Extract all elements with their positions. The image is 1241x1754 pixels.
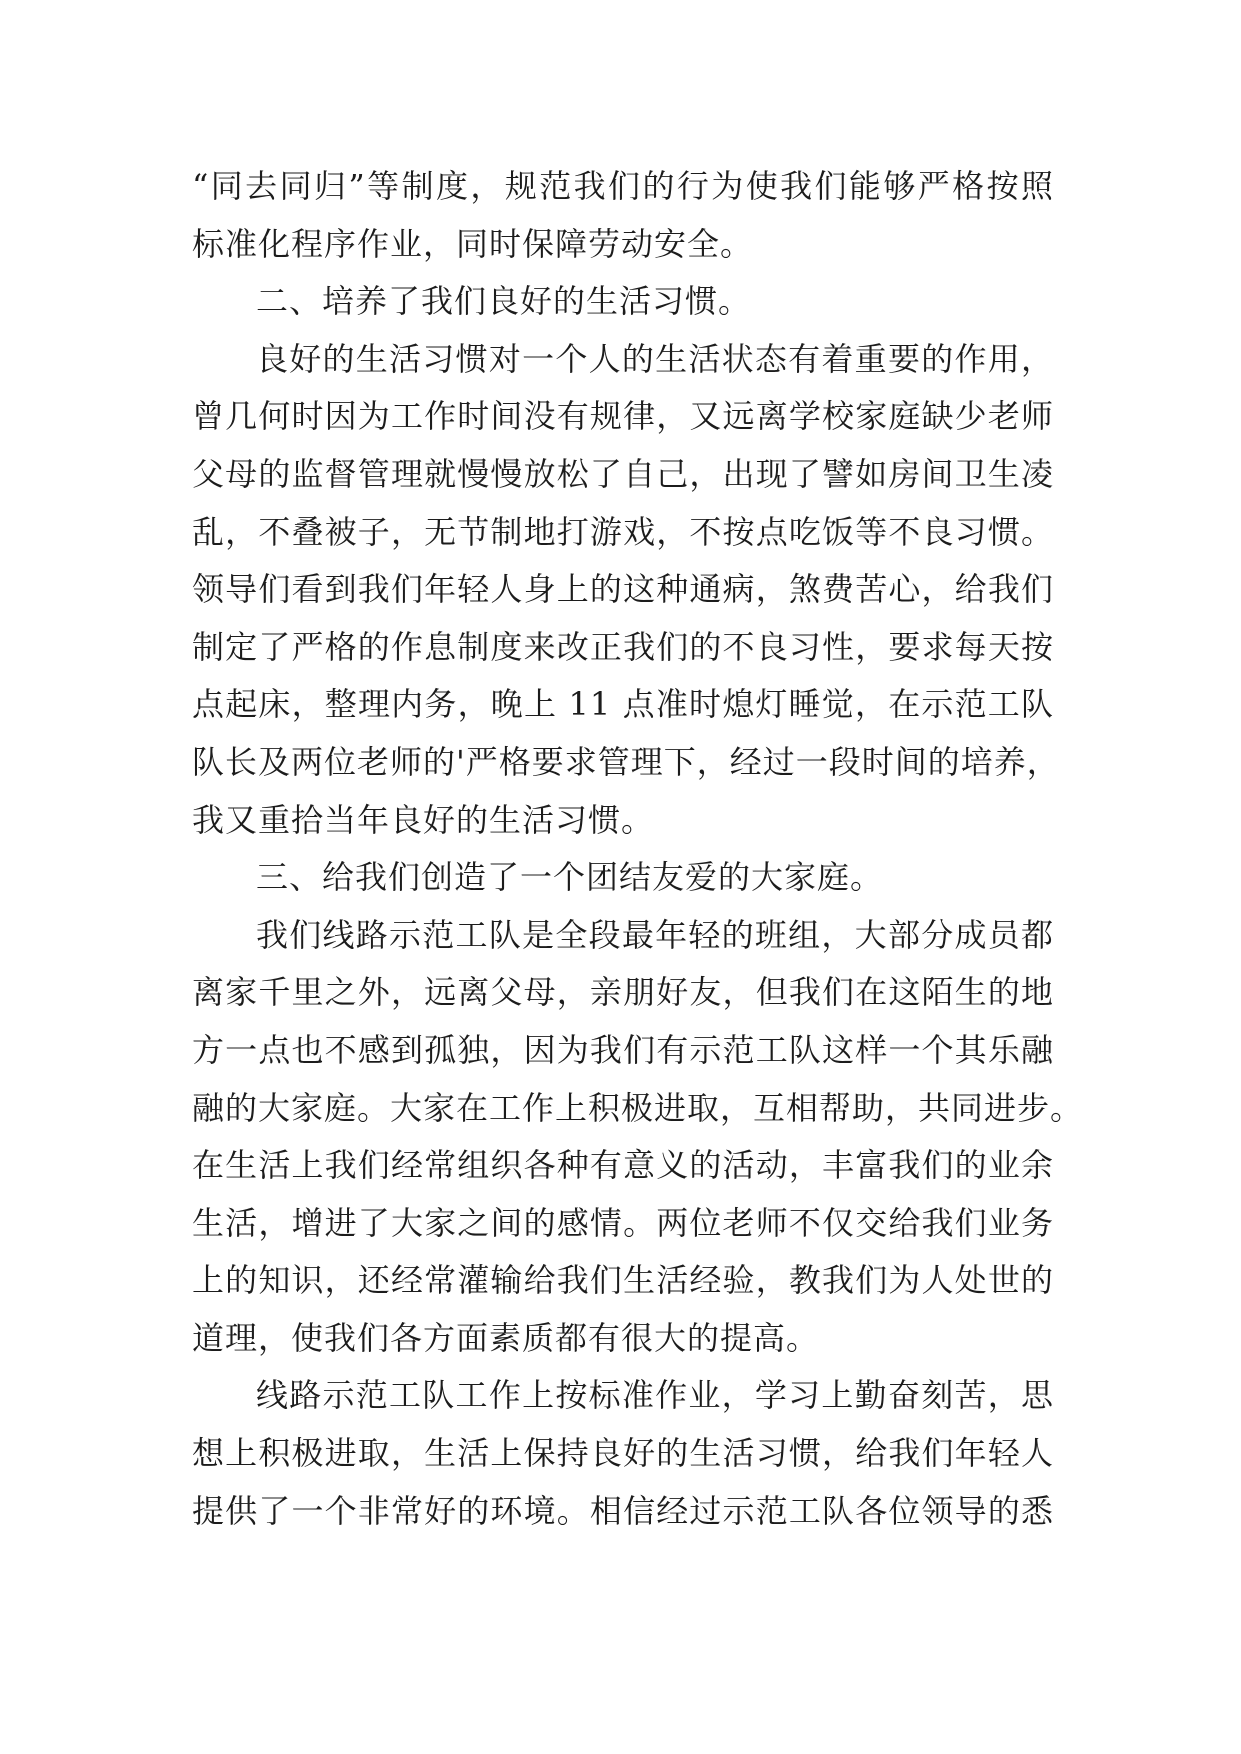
text-line: 我又重拾当年良好的生活习惯。 — [192, 800, 655, 839]
document-body — [192, 158, 1084, 1540]
section-heading: 三、给我们创造了一个团结友爱的大家庭。 — [256, 858, 884, 897]
text-line: 队长及两位老师的'严格要求管理下，经过一段时间的培养， — [192, 742, 1060, 781]
text-line: 良好的生活习惯对一个人的生活状态有着重要的作用， — [256, 339, 1054, 378]
text-line: 线路示范工队工作上按标准作业，学习上勤奋刻苦，思 — [256, 1376, 1054, 1415]
text-line: “同去同归”等制度，规范我们的行为使我们能够严格按照 — [192, 167, 1054, 205]
text-line: 上的知识，还经常灌输给我们生活经验，教我们为人处世的 — [192, 1261, 1054, 1300]
text-line: 方一点也不感到孤独，因为我们有示范工队这样一个其乐融 — [192, 1030, 1054, 1069]
text-line: 想上积极进取，生活上保持良好的生活习惯，给我们年轻人 — [192, 1434, 1054, 1473]
text-line: 提供了一个非常好的环境。相信经过示范工队各位领导的悉 — [192, 1491, 1054, 1530]
section-heading: 二、培养了我们良好的生活习惯。 — [256, 282, 752, 321]
text-line: 乱，不叠被子，无节制地打游戏，不按点吃饭等不良习惯。 — [192, 512, 1054, 551]
text-line: 生活，增进了大家之间的感情。两位老师不仅交给我们业务 — [192, 1203, 1054, 1242]
text-line: 曾几何时因为工作时间没有规律，又远离学校家庭缺少老师 — [192, 397, 1054, 436]
text-line: 道理，使我们各方面素质都有很大的提高。 — [192, 1318, 820, 1357]
text-line: 领导们看到我们年轻人身上的这种通病，煞费苦心，给我们 — [192, 570, 1054, 609]
text-line: 在生活上我们经常组织各种有意义的活动，丰富我们的业余 — [192, 1146, 1054, 1185]
text-line: 离家千里之外，远离父母，亲朋好友，但我们在这陌生的地 — [192, 973, 1054, 1012]
text-line: 点起床，整理内务，晚上 11 点准时熄灯睡觉，在示范工队 — [192, 685, 1054, 724]
text-line: 制定了严格的作息制度来改正我们的不良习性，要求每天按 — [192, 627, 1054, 666]
text-line: 融的大家庭。大家在工作上积极进取，互相帮助，共同进步。 — [192, 1088, 1084, 1127]
text-line: 标准化程序作业，同时保障劳动安全。 — [192, 224, 754, 263]
text-line: 我们线路示范工队是全段最年轻的班组，大部分成员都 — [256, 915, 1054, 954]
text-line: 父母的监督管理就慢慢放松了自己，出现了譬如房间卫生凌 — [192, 454, 1054, 493]
